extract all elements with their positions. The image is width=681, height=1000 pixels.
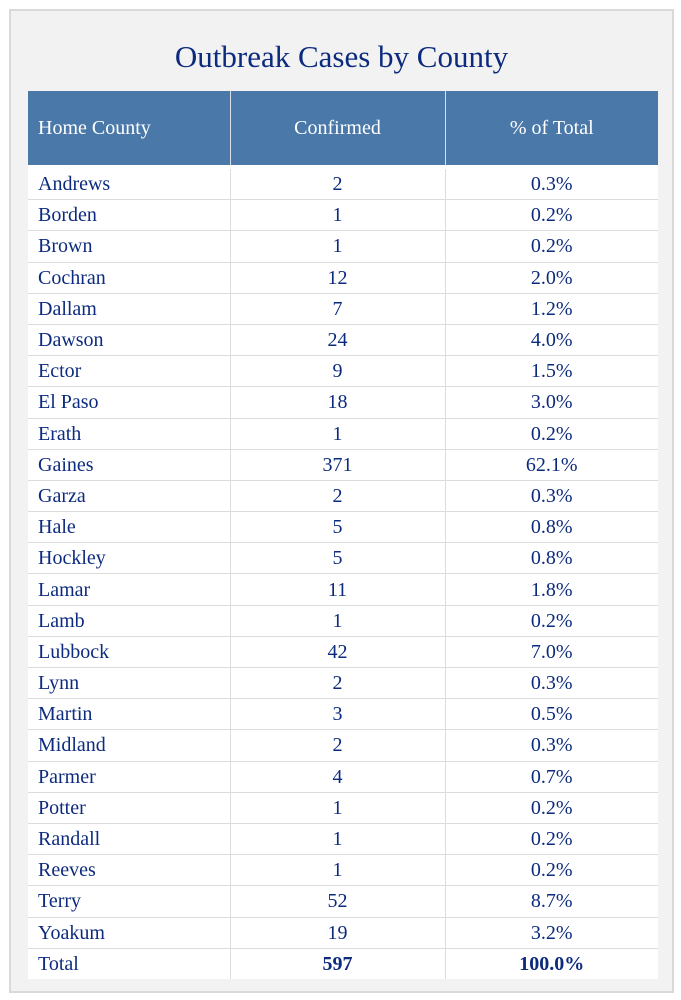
- confirmed-cell: 11: [230, 574, 445, 605]
- confirmed-cell: 9: [230, 356, 445, 387]
- header-pct-of-total: % of Total: [445, 91, 658, 167]
- table-row: [28, 512, 658, 543]
- county-cell: Brown: [28, 231, 230, 262]
- confirmed-cell: 3: [230, 699, 445, 730]
- pct-cell: 0.7%: [445, 761, 658, 792]
- pct-cell: 8.7%: [445, 886, 658, 917]
- county-cell: Andrews: [28, 167, 230, 200]
- pct-cell: 3.2%: [445, 917, 658, 948]
- table-row: [28, 574, 658, 605]
- confirmed-cell: 2: [230, 167, 445, 200]
- confirmed-cell: 2: [230, 668, 445, 699]
- pct-cell: 0.2%: [445, 200, 658, 231]
- table-row: [28, 792, 658, 823]
- table-row: [28, 324, 658, 355]
- table-row: [28, 699, 658, 730]
- county-cell: Randall: [28, 823, 230, 854]
- table-row: [28, 418, 658, 449]
- pct-cell: 7.0%: [445, 636, 658, 667]
- pct-cell: 0.3%: [445, 730, 658, 761]
- table-row: [28, 167, 658, 200]
- header-confirmed: Confirmed: [230, 91, 445, 167]
- confirmed-cell: 1: [230, 792, 445, 823]
- confirmed-cell: 1: [230, 418, 445, 449]
- county-cell: Lamar: [28, 574, 230, 605]
- table-row: [28, 730, 658, 761]
- confirmed-cell: 1: [230, 855, 445, 886]
- table-body: [28, 167, 658, 979]
- table-row: [28, 823, 658, 854]
- table-row: [28, 262, 658, 293]
- county-cell: Dawson: [28, 324, 230, 355]
- confirmed-cell: 12: [230, 262, 445, 293]
- confirmed-cell: 7: [230, 293, 445, 324]
- county-cell: Terry: [28, 886, 230, 917]
- table-row: [28, 356, 658, 387]
- confirmed-cell: 1: [230, 823, 445, 854]
- pct-cell: 0.8%: [445, 543, 658, 574]
- county-cell: Hale: [28, 512, 230, 543]
- total-row: [28, 948, 658, 979]
- confirmed-cell: 5: [230, 512, 445, 543]
- table-row: [28, 387, 658, 418]
- pct-cell: 0.8%: [445, 512, 658, 543]
- page-title: Outbreak Cases by County: [174, 39, 509, 74]
- county-cases-table: [28, 91, 658, 979]
- confirmed-cell: 52: [230, 886, 445, 917]
- pct-cell: 100.0%: [519, 952, 585, 975]
- table-row: [28, 761, 658, 792]
- county-cell: Yoakum: [28, 917, 230, 948]
- table-header: [28, 91, 658, 167]
- table-row: [28, 293, 658, 324]
- table-row: [28, 480, 658, 511]
- pct-cell: 0.2%: [445, 823, 658, 854]
- table-row: [28, 917, 658, 948]
- pct-cell: 2.0%: [445, 262, 658, 293]
- table-row: [28, 668, 658, 699]
- county-cell: Ector: [28, 356, 230, 387]
- county-cell: Potter: [28, 792, 230, 823]
- county-cell: Reeves: [28, 855, 230, 886]
- county-cell: Borden: [28, 200, 230, 231]
- table-row: [28, 605, 658, 636]
- pct-cell: 0.3%: [445, 480, 658, 511]
- confirmed-cell: 4: [230, 761, 445, 792]
- county-cell: Hockley: [28, 543, 230, 574]
- pct-cell: 0.2%: [445, 605, 658, 636]
- table-row: [28, 200, 658, 231]
- confirmed-cell: 2: [230, 480, 445, 511]
- pct-cell: 0.2%: [445, 855, 658, 886]
- pct-cell: 62.1%: [445, 449, 658, 480]
- confirmed-cell: 18: [230, 387, 445, 418]
- table-row: [28, 886, 658, 917]
- confirmed-cell: 1: [230, 200, 445, 231]
- county-cell: Garza: [28, 480, 230, 511]
- county-cell: Cochran: [28, 262, 230, 293]
- pct-cell: 0.3%: [445, 668, 658, 699]
- table-row: [28, 543, 658, 574]
- pct-cell: 3.0%: [445, 387, 658, 418]
- pct-cell: 0.5%: [445, 699, 658, 730]
- pct-cell: 1.2%: [445, 293, 658, 324]
- pct-cell: 1.5%: [445, 356, 658, 387]
- table-card: [9, 9, 674, 993]
- confirmed-cell: 597: [230, 948, 445, 979]
- pct-cell: 0.2%: [445, 231, 658, 262]
- county-cell: Midland: [28, 730, 230, 761]
- confirmed-cell: 1: [230, 605, 445, 636]
- pct-cell: 1.8%: [445, 574, 658, 605]
- table-row: [28, 636, 658, 667]
- county-cell: Dallam: [28, 293, 230, 324]
- header-row: [28, 91, 658, 167]
- county-cell: Erath: [28, 418, 230, 449]
- confirmed-cell: 19: [230, 917, 445, 948]
- county-cell: Lynn: [28, 668, 230, 699]
- county-cell: Total: [28, 948, 230, 979]
- confirmed-cell: 24: [230, 324, 445, 355]
- county-cell: Martin: [28, 699, 230, 730]
- table-row: [28, 855, 658, 886]
- table-row: [28, 231, 658, 262]
- pct-cell: 4.0%: [445, 324, 658, 355]
- table-row: [28, 449, 658, 480]
- confirmed-cell: 371: [230, 449, 445, 480]
- county-cell: Gaines: [28, 449, 230, 480]
- confirmed-cell: 42: [230, 636, 445, 667]
- county-cell: El Paso: [28, 387, 230, 418]
- county-cell: Lamb: [28, 605, 230, 636]
- county-cell: Parmer: [28, 761, 230, 792]
- pct-cell: 0.2%: [445, 792, 658, 823]
- confirmed-cell: 5: [230, 543, 445, 574]
- pct-cell: 0.2%: [445, 418, 658, 449]
- confirmed-cell: 1: [230, 231, 445, 262]
- county-cell: Lubbock: [28, 636, 230, 667]
- confirmed-cell: 2: [230, 730, 445, 761]
- pct-cell: 0.3%: [445, 167, 658, 200]
- header-home-county: Home County: [28, 91, 230, 167]
